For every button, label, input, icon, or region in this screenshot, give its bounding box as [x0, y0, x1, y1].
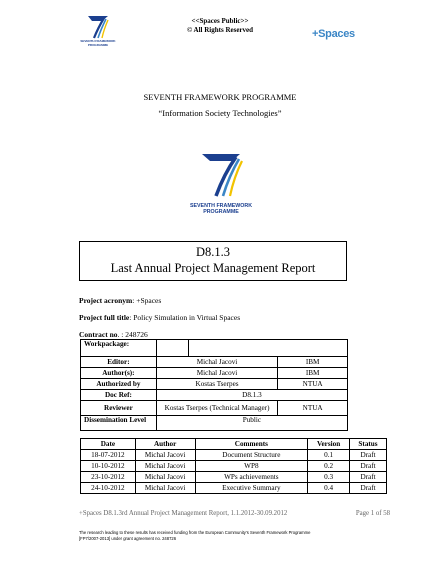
table-row: [81, 483, 387, 494]
table-row: [81, 472, 387, 483]
project-contract-value: . : 248726: [117, 330, 148, 339]
project-contract: [79, 330, 148, 339]
cell-status: Draft: [350, 461, 387, 472]
version-history-table: [80, 438, 387, 494]
authors-value: Michal Jacovi: [156, 368, 277, 379]
table-row: [81, 368, 348, 379]
docref-label: Doc Ref:: [81, 390, 157, 401]
table-row: [81, 390, 348, 401]
cell-date: 18-07-2012: [81, 450, 136, 461]
workpackage-value: [188, 340, 347, 357]
footer-funding-line2: [FP7/2007-2013] under grant agreement no. 248726: [79, 536, 177, 541]
dissemination-value: Public: [156, 416, 347, 431]
project-fulltitle: [79, 313, 240, 322]
workpackage-label: Workpackage:: [81, 340, 157, 357]
col-header-author: Author: [135, 439, 195, 450]
project-acronym-label: Project acronym: [79, 296, 133, 305]
cell-author: Michal Jacovi: [135, 472, 195, 483]
programme-title: SEVENTH FRAMEWORK PROGRAMME: [143, 92, 297, 102]
header-public-label: <<Spaces Public>>: [191, 17, 249, 25]
table-row: [81, 461, 387, 472]
col-header-status: Status: [350, 439, 387, 450]
authors-org: IBM: [278, 368, 348, 379]
project-fulltitle-label: Project full title: [79, 313, 130, 322]
cell-comments: WP8: [195, 461, 308, 472]
cell-version: 0.1: [308, 450, 350, 461]
table-row: [81, 401, 348, 416]
cell-author: Michal Jacovi: [135, 461, 195, 472]
workpackage-cell: [156, 340, 188, 357]
cell-comments: WPs achievements: [195, 472, 308, 483]
project-fulltitle-value: : Policy Simulation in Virtual Spaces: [129, 313, 241, 322]
spaces-logo: [312, 24, 372, 38]
authorized-value: Kostas Tserpes: [156, 379, 277, 390]
editor-org: IBM: [278, 357, 348, 368]
cell-status: Draft: [350, 450, 387, 461]
fp7-logo-large-line2: PROGRAMME: [203, 209, 239, 215]
report-number: D8.1.3: [195, 245, 231, 259]
cell-author: Michal Jacovi: [135, 483, 195, 494]
fp7-logo-large: [186, 152, 256, 214]
cell-status: Draft: [350, 483, 387, 494]
reviewer-org: NTUA: [278, 401, 348, 416]
cell-status: Draft: [350, 472, 387, 483]
table-row: [81, 450, 387, 461]
programme-subtitle: “Information Society Technologies”: [158, 108, 282, 118]
project-acronym-value: : +Spaces: [132, 296, 162, 305]
dissemination-label: Dissemination Level: [81, 416, 157, 431]
docref-value: D8.1.3: [156, 390, 347, 401]
cell-date: 10-10-2012: [81, 461, 136, 472]
footer-funding-line1: The research leading to these results has received funding from the European Community's Seventh Framework Programme: [79, 530, 311, 535]
header-rights-label: © All Rights Reserved: [186, 25, 254, 34]
table-row: [81, 357, 348, 368]
fp7-logo-small-text: SEVENTH FRAMEWORK PROGRAMME: [80, 39, 116, 47]
project-acronym: [79, 296, 161, 305]
spaces-logo-text: +Spaces: [312, 28, 355, 40]
cell-comments: Executive Summary: [195, 483, 308, 494]
document-info-table: [80, 339, 348, 431]
cell-date: 23-10-2012: [81, 472, 136, 483]
footer-page-number: Page 1 of 58: [355, 510, 390, 517]
col-header-comments: Comments: [195, 439, 308, 450]
cell-version: 0.2: [308, 461, 350, 472]
cell-author: Michal Jacovi: [135, 450, 195, 461]
authors-label: Author(s):: [81, 368, 157, 379]
table-header-row: [81, 439, 387, 450]
report-title: Last Annual Project Management Report: [110, 261, 316, 275]
footer-report-line: +Spaces D8.1.3rd Annual Project Management Report, 1.1.2012-30.09.2012: [79, 510, 288, 517]
editor-label: Editor:: [81, 357, 157, 368]
table-row: [81, 416, 348, 431]
report-title-box: [79, 241, 347, 281]
header-classification: [150, 17, 290, 34]
cell-version: 0.4: [308, 483, 350, 494]
cell-date: 24-10-2012: [81, 483, 136, 494]
editor-value: Michal Jacovi: [156, 357, 277, 368]
fp7-logo-large-line1: SEVENTH FRAMEWORK: [189, 203, 253, 209]
authorized-label: Authorized by: [81, 379, 157, 390]
reviewer-value: Kostas Tserpes (Technical Manager): [156, 401, 277, 416]
table-row: [81, 379, 348, 390]
fp7-logo-large-icon: [186, 152, 256, 198]
cell-version: 0.3: [308, 472, 350, 483]
col-header-date: Date: [81, 439, 136, 450]
col-header-version: Version: [308, 439, 350, 450]
authorized-org: NTUA: [278, 379, 348, 390]
reviewer-label: Reviewer: [81, 401, 157, 416]
project-contract-label: Contract no: [79, 330, 118, 339]
cell-comments: Document Structure: [195, 450, 308, 461]
table-row: [81, 340, 348, 357]
